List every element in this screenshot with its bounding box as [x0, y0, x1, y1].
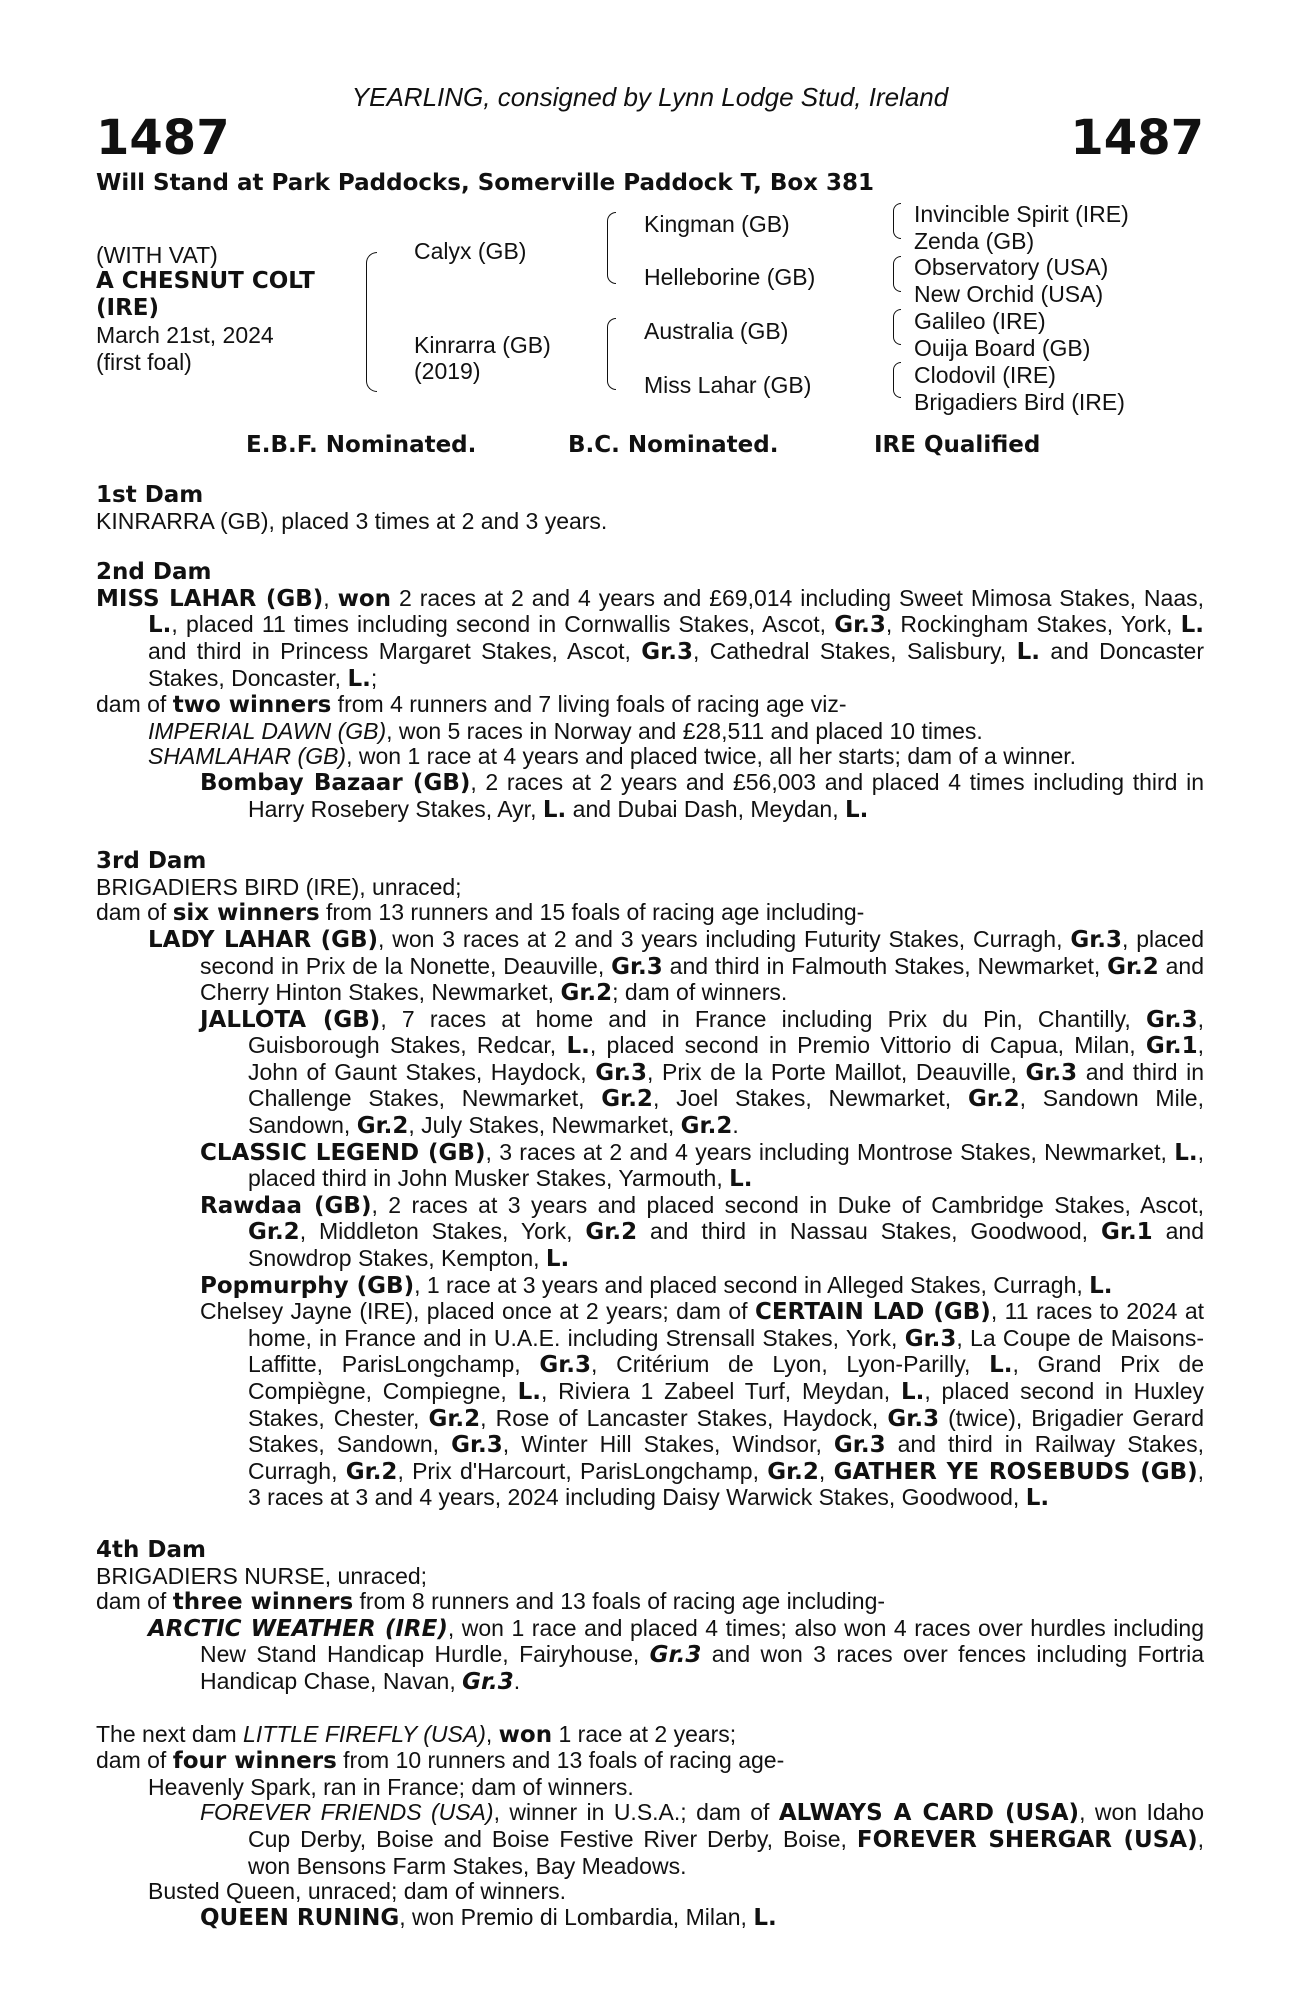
grade-listed: L. — [148, 612, 172, 639]
text: , placed second in Premio Vittorio di Capua, Milan, — [589, 1032, 1146, 1059]
dam-year: (2019) — [414, 358, 481, 384]
produce-bombay-bazaar — [96, 770, 1204, 823]
pedigree-bracket-parents — [366, 252, 377, 392]
text: , Middleton Stakes, York, — [299, 1218, 586, 1245]
grade-2: Gr.2 — [356, 1113, 409, 1140]
grade-3: Gr.3 — [904, 1325, 957, 1352]
ebf-nomination: E.B.F. Nominated. — [246, 432, 477, 458]
great-grandparent-1: Invincible Spirit (IRE) — [914, 201, 1129, 227]
bc-nomination: B.C. Nominated. — [568, 432, 779, 458]
grade-listed: L. — [545, 1246, 570, 1273]
text: dam of — [96, 1747, 173, 1774]
grade-3: Gr.3 — [887, 1405, 940, 1432]
grade-2: Gr.2 — [1107, 953, 1159, 980]
grade-listed: L. — [1025, 1485, 1050, 1512]
text: , 1 race at 3 years and placed second in Alleged Stakes, Curragh, — [414, 1271, 1090, 1298]
text: , won Premio di Lombardia, Milan, — [399, 1903, 754, 1930]
grade-listed: L. — [844, 796, 869, 823]
winners-count: two winners — [172, 692, 332, 719]
text: , won 5 races in Norway and £28,511 and placed 10 times. — [386, 717, 983, 744]
text: and Snowdrop Stakes, Kempton, — [248, 1218, 1204, 1272]
text: (twice), Brigadier Gerard Stakes, Sandown, — [248, 1404, 1204, 1458]
text: , winner in U.S.A.; dam of — [493, 1799, 779, 1826]
grandsire-maternal: Australia (GB) — [644, 318, 789, 344]
winners-count: six winners — [172, 900, 320, 927]
text: The next dam — [96, 1720, 244, 1747]
third-dam-heading: 3rd Dam — [96, 848, 207, 875]
text: , placed second in Prix de la Nonette, Deauville, — [200, 925, 1204, 979]
great-grandparent-8: Brigadiers Bird (IRE) — [914, 389, 1125, 415]
lot-number-right: 1487 — [1070, 110, 1204, 166]
grade-listed: L. — [542, 796, 567, 823]
text: , won Idaho Cup Derby, Boise and Boise Festive River Derby, Boise, — [248, 1799, 1205, 1852]
horse-name: GATHER YE ROSEBUDS (GB) — [833, 1458, 1198, 1485]
text: , July Stakes, Newmarket, — [408, 1112, 681, 1139]
fourth-dam-heading: 4th Dam — [96, 1536, 206, 1563]
text: , Sandown Mile, Sandown, — [248, 1085, 1204, 1139]
grade-listed: L. — [753, 1904, 777, 1931]
great-grandparent-4: New Orchid (USA) — [914, 281, 1104, 307]
produce-queen-runing — [96, 1905, 1204, 1932]
grade-3: Gr.3 — [1070, 926, 1122, 953]
sire-name: Calyx (GB) — [414, 238, 527, 264]
grade-3: Gr.3 — [834, 612, 886, 639]
produce-heavenly-spark: Heavenly Spark, ran in France; dam of winners. — [148, 1773, 634, 1800]
horse-name: QUEEN RUNING — [200, 1904, 400, 1931]
grade-listed: L. — [566, 1033, 590, 1060]
text: , Winter Hill Stakes, Windsor, — [502, 1431, 834, 1458]
text: Chelsey Jayne (IRE), placed once at 2 years; dam of — [200, 1298, 755, 1325]
text: , 2 races at 3 years and placed second in Duke of Cambridge Stakes, Ascot, — [371, 1191, 1204, 1218]
great-grandparent-2: Zenda (GB) — [914, 228, 1035, 254]
horse-name: LITTLE FIREFLY (USA) — [243, 1720, 486, 1747]
grade-3: Gr.3 — [451, 1432, 503, 1459]
text: and Cherry Hinton Stakes, Newmarket, — [200, 952, 1204, 1006]
ire-qualified: IRE Qualified — [874, 432, 1041, 458]
grade-3: Gr.3 — [595, 1059, 647, 1086]
text: , won 3 races at 2 and 3 years including Futurity Stakes, Curragh, — [378, 925, 1071, 952]
text: and won 3 races over fences including Fortria Handicap Chase, Navan, — [200, 1641, 1204, 1694]
produce-jallota: JALLOTA (GB), 7 races at home and in France including Prix du Pin, Chantilly, Gr.3, Guisborough Stakes, Redcar, L., placed second in Premio Vittorio di Capua, Milan, Gr.1, John of Gaunt Stakes, Haydock, Gr.3, Prix de la Porte Maillot, Deauville, Gr.3 and third in Challenge Stakes, Newmarket, Gr.2, Joel Stakes, Newmarket, Gr.2, Sandown Mile, Sandown, Gr.2, July Stakes, Newmarket, Gr.2. — [200, 1005, 1205, 1140]
grade-listed: L. — [1174, 1139, 1198, 1166]
lot-number-left: 1487 — [96, 110, 230, 166]
horse-name: FOREVER FRIENDS (USA) — [200, 1799, 494, 1826]
vat-label: (WITH VAT) — [96, 242, 218, 268]
text: from 10 runners and 13 foals of racing age- — [336, 1747, 785, 1774]
winners-count: three winners — [172, 1589, 354, 1616]
text: ; — [370, 664, 378, 691]
text: , La Coupe de Maisons-Laffitte, ParisLongchamp, — [248, 1324, 1204, 1378]
text: , placed second in Huxley Stakes, Chester, — [248, 1378, 1204, 1431]
grade-3: Gr.3 — [649, 1642, 702, 1669]
text: , placed third in John Musker Stakes, Yarmouth, — [248, 1138, 1204, 1192]
grade-1: Gr.1 — [1101, 1219, 1153, 1246]
horse-name: A CHESNUT COLT — [96, 268, 315, 294]
text: . — [513, 1667, 521, 1694]
granddam-paternal: Helleborine (GB) — [644, 264, 816, 290]
grade-listed: L. — [517, 1379, 541, 1405]
text: , Cathedral Stakes, Salisbury, — [692, 637, 1017, 664]
stand-location: Will Stand at Park Paddocks, Somerville Paddock T, Box 381 — [96, 170, 875, 196]
horse-name: Popmurphy (GB) — [200, 1272, 415, 1299]
grade-3: Gr.3 — [611, 953, 663, 980]
grade-listed: L. — [347, 665, 371, 692]
text: , won Bensons Farm Stakes, Bay Meadows. — [248, 1825, 1204, 1879]
grade-1: Gr.1 — [1145, 1033, 1198, 1060]
grade-listed: L. — [900, 1379, 925, 1405]
produce-rawdaa — [96, 1193, 1204, 1273]
first-dam-heading: 1st Dam — [96, 482, 204, 508]
dam-name: Kinrarra (GB) — [414, 332, 551, 358]
next-dam-line — [96, 1722, 1204, 1749]
produce-lady-lahar — [96, 927, 1204, 1007]
won-label: won — [498, 1721, 553, 1748]
text: , 3 races at 2 and 4 years including Montrose Stakes, Newmarket, — [485, 1138, 1175, 1165]
pedigree-bracket-miss-lahar — [893, 362, 901, 398]
produce-chelsey-jayne — [96, 1299, 1204, 1512]
text: from 4 runners and 7 living foals of racing age viz- — [331, 691, 847, 718]
grade-listed: L. — [1089, 1272, 1113, 1299]
grade-3: Gr.3 — [462, 1668, 514, 1695]
grade-3: Gr.3 — [1025, 1059, 1078, 1086]
dam-name-miss-lahar: MISS LAHAR (GB) — [96, 585, 324, 612]
text: and Dubai Dash, Meydan, — [566, 795, 845, 822]
great-grandparent-5: Galileo (IRE) — [914, 308, 1046, 334]
produce-imperial-dawn — [96, 719, 1204, 745]
grade-3: Gr.3 — [641, 638, 693, 665]
great-grandparent-7: Clodovil (IRE) — [914, 362, 1056, 388]
grade-3: Gr.3 — [833, 1432, 886, 1459]
grade-2: Gr.2 — [967, 1086, 1020, 1113]
text: , placed 11 times including second in Cornwallis Stakes, Ascot, — [171, 611, 835, 638]
text: , Riviera 1 Zabeel Turf, Meydan, — [541, 1378, 901, 1404]
grade-2: Gr.2 — [560, 980, 613, 1007]
horse-dob: March 21st, 2024 — [96, 322, 274, 348]
grade-3: Gr.3 — [539, 1352, 592, 1379]
grade-2: Gr.2 — [601, 1086, 653, 1113]
horse-name: JALLOTA (GB) — [200, 1006, 381, 1033]
horse-name: FOREVER SHERGAR (USA) — [856, 1826, 1198, 1853]
text: , won 1 race at 4 years and placed twice, all her starts; dam of a winner. — [346, 743, 1077, 770]
text: 2 races at 2 and 4 years and £69,014 including Sweet Mimosa Stakes, Naas, — [391, 584, 1205, 611]
text: , — [818, 1457, 834, 1484]
text: , — [485, 1720, 499, 1747]
text: dam of — [96, 691, 173, 718]
text: from 13 runners and 15 foals of racing age including- — [319, 899, 865, 926]
winners-count: four winners — [172, 1748, 337, 1775]
horse-name: CLASSIC LEGEND (GB) — [200, 1139, 486, 1166]
grade-2: Gr.2 — [248, 1219, 300, 1246]
horse-name: Bombay Bazaar (GB) — [200, 769, 471, 796]
grade-listed: L. — [989, 1352, 1013, 1379]
produce-popmurphy — [96, 1273, 1204, 1300]
pedigree-bracket-australia — [893, 309, 901, 345]
horse-name: LADY LAHAR (GB) — [148, 926, 379, 953]
grade-2: Gr.2 — [767, 1458, 819, 1485]
text: and third in Falmouth Stakes, Newmarket, — [662, 952, 1108, 979]
text: , 2 races at 2 years and £56,003 and placed 4 times including third in Harry Rosebery Stakes, Ayr, — [248, 768, 1204, 822]
horse-name: SHAMLAHAR (GB) — [148, 743, 347, 770]
fourth-dam-produce — [96, 1589, 1204, 1616]
second-dam-heading: 2nd Dam — [96, 559, 212, 586]
second-dam-record: MISS LAHAR (GB), won 2 races at 2 and 4 years and £69,014 including Sweet Mimosa Stakes, Naas, L., placed 11 times including second in Cornwallis Stakes, Ascot, Gr.3, Rockingham Stakes, York, L. and third in Princess Margaret Stakes, Ascot, Gr.3, Cathedral Stakes, Salisbury, L. and Doncaster Stakes, Doncaster, L.; — [96, 584, 1205, 692]
pedigree-bracket-sire — [607, 212, 616, 284]
grade-2: Gr.2 — [345, 1458, 398, 1485]
text: , Prix de la Porte Maillot, Deauville, — [646, 1058, 1026, 1085]
horse-name: ALWAYS A CARD (USA) — [778, 1800, 1080, 1827]
grade-3: Gr.3 — [1145, 1006, 1198, 1033]
text: , Guisborough Stakes, Redcar, — [248, 1005, 1205, 1059]
text: , John of Gaunt Stakes, Haydock, — [248, 1032, 1204, 1085]
great-grandparent-3: Observatory (USA) — [914, 254, 1109, 280]
fourth-dam-line: BRIGADIERS NURSE, unraced; — [96, 1562, 428, 1589]
produce-busted-queen: Busted Queen, unraced; dam of winners. — [148, 1878, 567, 1905]
text: from 8 runners and 13 foals of racing age including- — [353, 1588, 886, 1615]
text: and third in Challenge Stakes, Newmarket, — [248, 1058, 1204, 1112]
horse-name: Rawdaa (GB) — [200, 1192, 372, 1219]
won-label: won — [337, 585, 392, 612]
horse-name: ARCTIC WEATHER (IRE) — [148, 1615, 448, 1642]
text: , won 1 race and placed 4 times; also won 4 races over hurdles including New Stand Handicap Hurdle, Fairyhouse, — [200, 1614, 1205, 1668]
text: , 3 races at 3 and 4 years, 2024 including Daisy Warwick Stakes, Goodwood, — [248, 1457, 1205, 1511]
produce-classic-legend — [96, 1140, 1204, 1193]
text: , Critérium de Lyon, Lyon-Parilly, — [591, 1351, 990, 1378]
text: , Prix d'Harcourt, ParisLongchamp, — [397, 1457, 768, 1484]
grade-2: Gr.2 — [585, 1219, 638, 1246]
grade-listed: L. — [1016, 638, 1041, 665]
text: and third in Railway Stakes, Curragh, — [248, 1431, 1204, 1484]
grade-listed: L. — [729, 1166, 753, 1193]
grade-listed: L. — [1180, 612, 1204, 639]
third-dam-produce — [96, 900, 1204, 927]
text: dam of — [96, 899, 173, 926]
third-dam-line: BRIGADIERS BIRD (IRE), unraced; — [96, 873, 462, 900]
grade-2: Gr.2 — [680, 1113, 733, 1140]
text: , 11 races to 2024 at home, in France and in U.A.E. including Strensall Stakes, York, — [248, 1298, 1204, 1351]
text: , Rose of Lancaster Stakes, Haydock, — [480, 1404, 888, 1431]
text: and third in Nassau Stakes, Goodwood, — [637, 1218, 1101, 1245]
horse-country: (IRE) — [96, 295, 160, 321]
horse-name: CERTAIN LAD (GB) — [754, 1299, 991, 1326]
horse-foal-note: (first foal) — [96, 349, 192, 375]
produce-forever-friends — [96, 1800, 1204, 1879]
grandsire-paternal: Kingman (GB) — [644, 211, 790, 237]
pedigree-bracket-kingman — [893, 203, 901, 239]
text: dam of — [96, 1588, 173, 1615]
text: 1 race at 2 years; — [552, 1720, 737, 1747]
great-grandparent-6: Ouija Board (GB) — [914, 335, 1091, 361]
text: and Doncaster Stakes, Doncaster, — [148, 637, 1204, 691]
first-dam-text: KINRARRA (GB), placed 3 times at 2 and 3 years. — [96, 507, 608, 534]
text: , 7 races at home and in France including Prix du Pin, Chantilly, — [380, 1005, 1146, 1032]
text: and third in Princess Margaret Stakes, Ascot, — [148, 637, 642, 664]
text: , Joel Stakes, Newmarket, — [652, 1085, 968, 1112]
produce-arctic-weather — [96, 1616, 1204, 1696]
pedigree-bracket-helleborine — [893, 256, 901, 292]
granddam-maternal: Miss Lahar (GB) — [644, 372, 812, 398]
pedigree-bracket-dam — [607, 318, 616, 390]
text: , Grand Prix de Compiègne, Compiegne, — [248, 1351, 1204, 1404]
text: , Rockingham Stakes, York, — [885, 611, 1181, 638]
dam-history — [96, 483, 1204, 1931]
horse-name: IMPERIAL DAWN (GB) — [148, 717, 387, 744]
grade-2: Gr.2 — [428, 1405, 481, 1432]
produce-shamlahar — [96, 744, 1204, 770]
second-dam-produce — [96, 692, 1204, 719]
text: ; dam of winners. — [612, 979, 788, 1006]
next-dam-produce — [96, 1748, 1204, 1775]
consignor-subtitle: YEARLING, consigned by Lynn Lodge Stud, Ireland — [351, 82, 949, 112]
